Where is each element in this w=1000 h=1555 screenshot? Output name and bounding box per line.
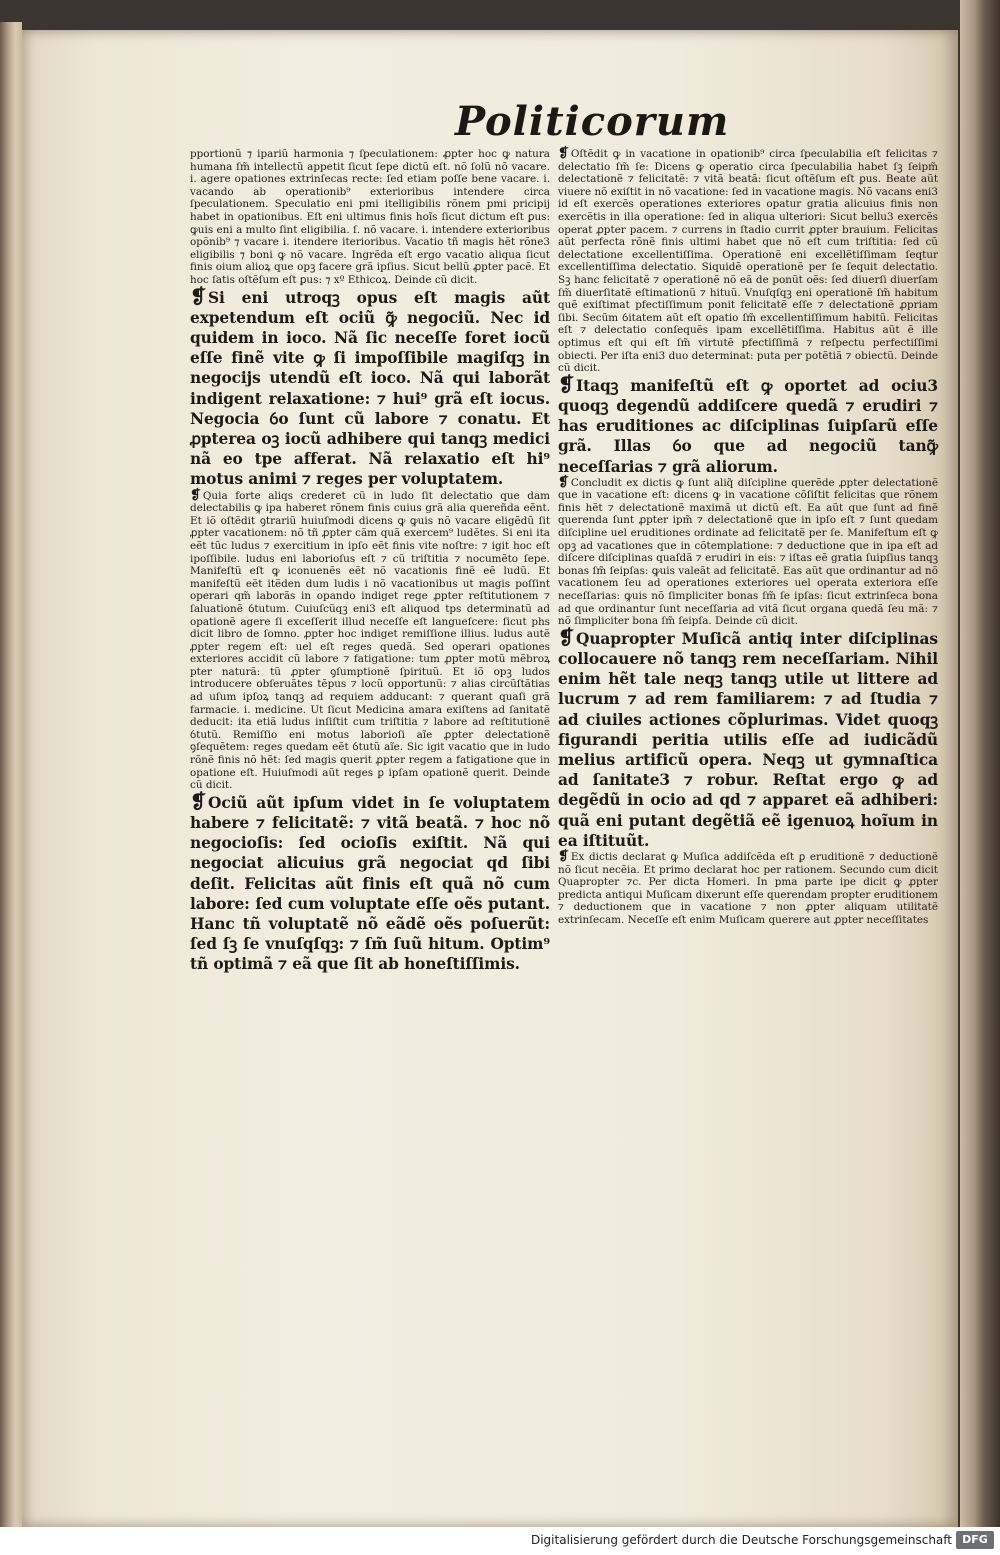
footer-bar: [0, 1527, 1000, 1555]
paragraph-commentary: ❡ Ex dictis declarat ꝙ Muſica addiſcẽda eſt ꝑ eruditionẽ ⁊ deductionẽ nõ ſicut necẽia. Et primo declarat hoc per rationem. Secundo cum dicit Quapropter ⁊c. Per dicta Homeri. In pma parte ipe dicit ꝙ ꝓpter predicta antiqui Muſicam dixerunt eſſe querendam propter eruditionem ⁊ deductionem que in vacatione ⁊ non ꝓpter aliquam utilitatẽ extrinſecam. Neceſſe eſt enim Muſicam querere aut ꝓpter neceſſitates: [558, 849, 938, 927]
paragraph-text: ❡ Si eni utroqꝫ opus eſt magis aũt expetendum eſt ociũ ꝙ̃ negociũ. Nec id quidem in ioco. Nã ſic neceſſe foret iocũ eſſe finẽ vite ꝙ ſi impoſſibile magiſqꝫ in negocijs utendũ eſt ioco. Nã qui laborãt indigent relaxatione: ⁊ hui⁹ grã eſt iocus. Negocia ỽo ſunt cũ labore ⁊ conatu. Et ꝓpterea oꝫ iocũ adhibere qui tanqꝫ medici nã eo tpe afferat. Nã relaxatio eſt hi⁹ motus animi ⁊ reges per voluptatem.: [190, 284, 550, 489]
pilcrow-icon: ❡: [190, 789, 207, 813]
paragraph-text: ❡ Ociũ aũt ipſum videt in ſe voluptatem habere ⁊ felicitatẽ: ⁊ vitã beatã. ⁊ hoc nõ negocioſis: ſed ocioſis exiſtit. Nã qui negociat alicuius grã negociat qd ſibi deſit. Felicitas aũt finis eſt quã nõ cum labore: ſed cum voluptate eſſe oẽs putant. Hanc tñ voluptatẽ nõ eãdẽ oẽs poſuerũt: ſed ſꝫ ſe vnuſqſqꝫ: ⁊ ſm̃ ſuũ hitum. Optim⁹ tñ optimã ⁊ eã que ſit ab honeſtiſſimis.: [190, 789, 550, 974]
book-edge-left: [0, 22, 22, 1527]
paragraph-commentary: ❡ Concludit ex dictis ꝙ ſunt aliq̃ diſcipline querẽde ꝓpter delectationẽ que in vacatione eſt: dicens ꝙ in vacatione cõſiſtit felicitas que rõnem finis hẽt ⁊ delectationẽ maximã ut dictũ eſt. Ea aũt que ſunt ad finẽ querenda ſunt ꝓpter ipm̃ ⁊ delectationẽ que in ipſo eſt ⁊ ſunt quedam diſcipline uel eruditiones ordinate ad felicitatẽ per ſe. Manifeſtum eſt ꝙ opꝫ ad vacationes que in cõtemplatione: ⁊ deductione que in ipa eſt ad diſcere diſciplinas quaſdã ⁊ erudiri in eis: ⁊ iſtas eẽ gratia ſuipſius tanqꝫ bonas ſm̃ ſeipſas: ꝙuis valeãt ad felicitatẽ. Eas aũt que ordinantur ad nõ vacationem ſeu ad operationes exteriores uel operata exteriora eſſe neceſſarias: ꝙuis nõ ſimpliciter bonas ſm̃ ſe ipſas: ſicut extrinſeca bona ad que ordinantur ſunt neceſſaria ad vitã ſicut organa quedã ſeu mã: ⁊ nõ ſimpliciter bona ſm̃ ſeipſa. Deinde cũ dicit.: [558, 474, 938, 628]
pilcrow-icon: ❡: [190, 487, 201, 503]
dfg-logo: DFG: [956, 1531, 994, 1549]
left-column: [190, 148, 550, 975]
book-edge-right: [960, 0, 1000, 1530]
right-column: [558, 148, 938, 927]
running-header: Politicorum: [455, 98, 730, 145]
paragraph-commentary: ❡ Oſtẽdit ꝙ in vacatione in opationib⁹ circa ſpeculabilia eſt felicitas ⁊ delectatio ſm̃ ſe: Dicens ꝙ operatio circa ſpeculabilia habet ſꝫ ſeipm̃ delectationẽ ⁊ felicitatẽ: ⁊ vitã beatã: ſicut oſtẽſum eſt ꝑus. Beate aũt viuere nõ exiſtit in nõ vacatione: ſed in vacatione magis. Nõ vacans eni3 id eſt exercẽs operationes exteriores opatur gratia alicuius finis non exercẽtis in illa operatione: ſed in aliqua ulteriori: Sicut bellu3 exercẽs operat ꝓpter pacem. ⁊ currens in ſtadio currit ꝓpter brauium. Felicitas aũt perfecta rõnẽ finis ultimi habet que nõ eſt cum triſtitia: ſed cũ delectatione excellentiſſima. Operationẽ eni excellẽtiſſimam ſeqtur excellentiſſima delectatio. Siquidẽ operationẽ per ſe ſequit delectatio. Sꝫ hanc felicitatẽ ⁊ operationẽ nõ eã de ponũt oẽs: ſed diuerſi diuerſam ſm̃ diuerſitatẽ eſtimationũ ⁊ hituũ. Vnuſqſqꝫ eni operationẽ ſm̃ habitum quẽ exiſtimat pfectiſſimum ponit felicitatẽ eſſe ⁊ delectationẽ ꝓpriam ſibi. Secũm ỽitatem aũt eſt opatio ſm̃ excellentiſſimum habitũ. Felicitas eſt ⁊ delectatio conſequẽs ipam excellẽtiſſima. Habitus aũt ẽ ille optimus eſt qui eſt ſm̃ virtutẽ pfectiſſimã ⁊ reſpectu perfectiſſimi obiecti. Per iſta eni3 duo determinat: puta per potẽtiã ⁊ obiectũ. Deinde cũ dicit.: [558, 146, 938, 375]
pilcrow-icon: ❡: [558, 625, 575, 649]
paragraph-text: ❡ Quapropter Muſicã antiq inter diſciplinas collocauere nõ tanqꝫ rem neceſſariam. Nihil enim hẽt tale neqꝫ tanqꝫ utile ut littere ad lucrum ⁊ ad rem familiarem: ⁊ ad ſtudia ⁊ ad ciuiles actiones cõplurimas. Videt quoqꝫ figurandi peritia utilis eſſe ad iudicãdũ melius artificũ opera. Neqꝫ ut gymnaſtica ad ſanitate3 ⁊ robur. Reſtat ergo ꝙ ad degẽdũ in ocio ad qd ⁊ apparet eã adhiberi: quã eni putant degẽtiã eẽ igenuoꝝ hoĩum in ea iſtituũt.: [558, 625, 938, 850]
paragraph-text: ❡ Itaqꝫ manifeſtũ eſt ꝙ oportet ad ociu3 quoqꝫ degendũ addiſcere quedã ⁊ erudiri ⁊ has eruditiones ac diſciplinas ſuipſarũ eſſe grã. Illas ỽo que ad negociũ tanꝙ̃ neceſſarias ⁊ grã aliorum.: [558, 372, 938, 476]
paragraph-commentary: ❡ Quia forte aliqs crederet cũ in ludo ſit delectatio que dam delectabilis ꝙ ipa haberet rõnem finis cuius grã alia quereñda eẽnt. Et iõ oſtẽdit ꝯtrariũ huiuſmodi dicens ꝙ ꝙuis nõ vacare eligẽdũ ſit ꝓpter vacationem: nõ tñ ꝓpter cãm quã exercem⁹ ludẽtes. Si eni ita eẽt tũc ludus ⁊ exercitium in ipſo eẽt finis vite noſtre: ⁊ igit hoc eſt ipoſſibile. ludus eni laborioſus eſt ⁊ cũ triſtitia ⁊ nocumẽto ſepe. Manifeſtũ eſt ꝙ iconuenẽs eẽt nõ vacationis finẽ eẽ ludũ. Et manifeſtũ eẽt itẽden dum ludis i nõ vacationibus ut magis poſſint operari qm̃ laborãs in opando indiget rege ꝓpter reſtitutionem ⁊ ſaluationẽ ỽtutum. Cuiuſcũqꝫ eni3 eſt aliquod tps determinatũ ad opationẽ agere ſi exceſſerit illud neceſſe eſt langueſcere: ſicut phs dicit libro de ſomno. ꝓpter hoc indiget remiſſione illius. ludus autẽ ꝓpter regem eſt: uel eſt reges quedã. Sed operari opationes exteriores accidit cũ labore ⁊ fatigatione: tum ꝓpter motũ mẽbroꝝ pter naturã: tũ ꝓpter ꝯſumptionẽ ſpirituũ. Et iõ opꝫ ludos introducere obſeruãtes tẽpus ⁊ locũ opportunũ: ⁊ alias circũſtãtias ad uſum ipſoꝝ tanqꝫ ad requiem adducant: ⁊ querant quaſi grã farmacie. i. medicine. Ut ſicut Medicina amara exiſtens ad ſanitatẽ deducit: ita etiã ludus inſiſtit cum triſtitia ⁊ labore ad reſtitutionẽ ỽtutũ. Remiſſio eni motus laborioſi aĩe ꝓpter delectationẽ ꝯſequẽtem: reges quedam eẽt ỽtutũ aĩe. Sic igit vacatio que in ludo rõnẽ finis nõ hẽt: ſed magis querit ꝓpter regem a fatigatione que in opatione eſt. Huiuſmodi aũt reges ꝑ ipſam opationẽ querit. Deinde cũ dicit.: [190, 487, 550, 792]
pilcrow-icon: ❡: [558, 474, 569, 490]
paragraph-commentary: pportionũ ⁊ ipariũ harmonia ⁊ ſpeculationem: ꝓpter hoc ꝙ natura humana ſm̃ intellectũ appetit ſicut ſepe dictũ eſt. nõ ſolũ nõ vacare. i. agere opationes extrinſecas recte: ſed etiam poſſe bene vacare. i. vacando ab operationib⁹ exterioribus intendere circa ſpeculationem. Speculatio eni pmi itelligibilis rõnem pmi pricipij habet in opationibus. Eſt eni ultimus finis hoĩs ſicut dictum eſt ꝑus: ꝙuis eni a multo ſint eligibilia. ſ. nõ vacare. i. intendere exterioribus opõnib⁹ ⁊ vacare i. itendere iterioribus. Vacatio tñ magis hẽt rõne3 eligibilis ⁊ boni ꝙ nõ vacare. Ingrẽda eſt ergo vacatio aliqua ſicut finis oium alioꝝ que opꝫ facere grã ipſius. Sicut bellũ ꝓpter pacẽ. Et hoc ſatis oſtẽſum eſt ꝑus: ⁊ xº Ethicoꝝ. Deinde cũ dicit.: [190, 148, 550, 286]
pilcrow-icon: ❡: [558, 146, 569, 161]
pilcrow-icon: ❡: [558, 372, 575, 396]
pilcrow-icon: ❡: [190, 284, 207, 308]
pilcrow-icon: ❡: [558, 849, 569, 865]
funding-notice: Digitalisierung gefördert durch die Deutsche Forschungsgemeinschaft: [530, 1533, 952, 1547]
